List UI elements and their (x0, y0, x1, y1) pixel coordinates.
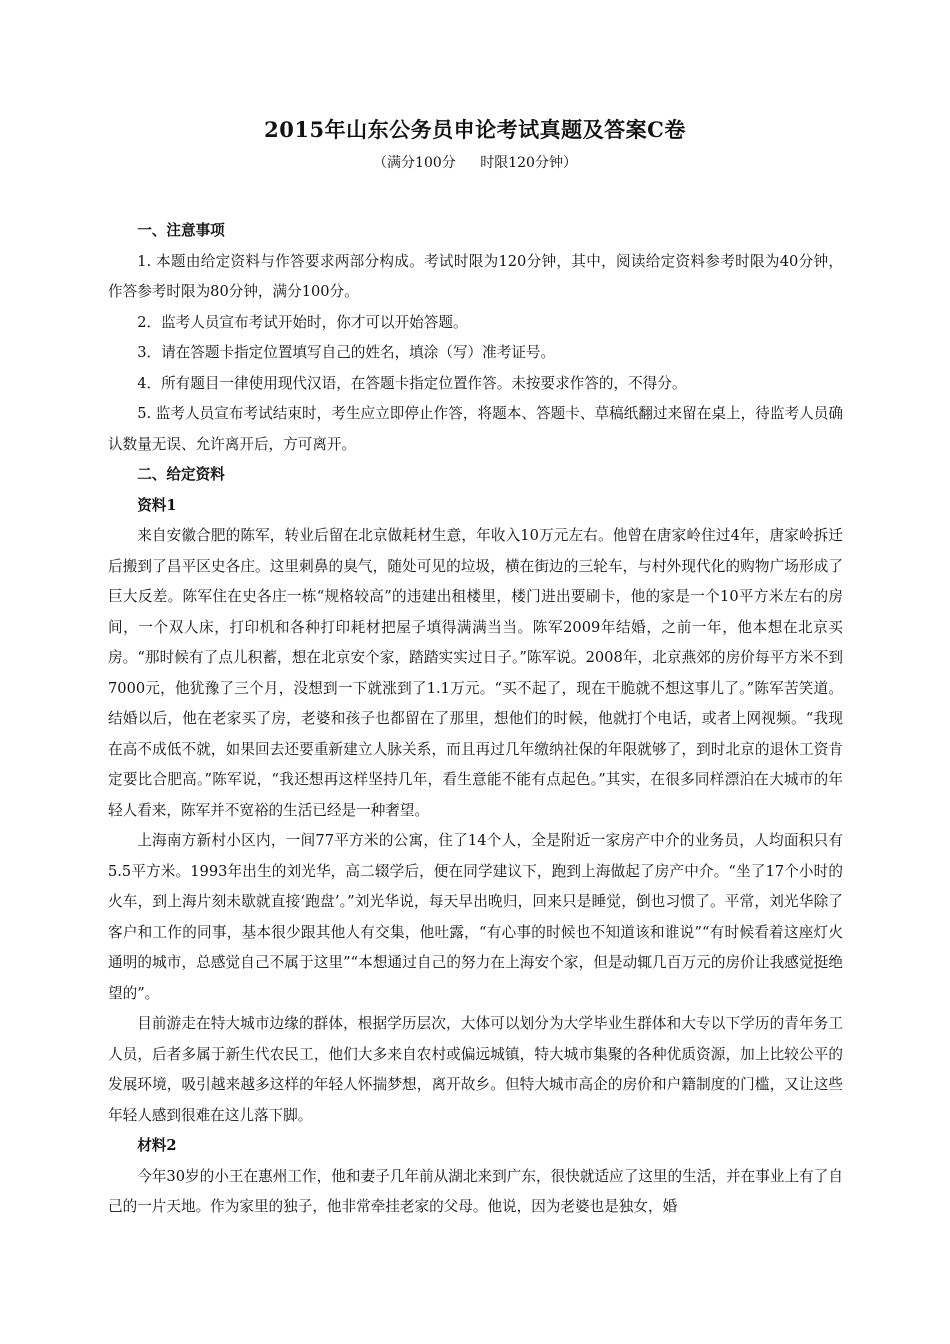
section-heading-notes: 一、注意事项 (137, 222, 225, 239)
note-item: 2．监考人员宣布考试开始时，你才可以开始答题。 (137, 313, 468, 331)
note-item: 4．所有题目一律使用现代汉语，在答题卡指定位置作答。未按要求作答的，不得分。 (137, 374, 687, 392)
material-heading: 资料1 (137, 496, 177, 514)
material-paragraph: 今年30岁的小王在惠州工作，他和妻子几年前从湖北来到广东，很快就适应了这里的生活，并在事业上有了自己的一片天地。作为家里的独子，他非常牵挂老家的父母。他说，因为老婆也是独女，婚 (108, 1167, 843, 1215)
note-item: 5. 监考人员宣布考试结束时，考生应立即停止作答，将题本、答题卡、草稿纸翻过来留在桌上，待监考人员确认数量无误、允许离开后，方可离开。 (108, 405, 843, 453)
section-heading-materials: 二、给定资料 (137, 466, 225, 483)
material-paragraph: 来自安徽合肥的陈军，转业后留在北京做耗材生意，年收入10万元左右。他曾在唐家岭住过4年，唐家岭拆迁后搬到了昌平区史各庄。这里刺鼻的臭气，随处可见的垃圾，横在街边的三轮车，与村外现代化的购物广场形成了巨大反差。陈军住在史各庄一栋“规格较高”的违建出租楼里，楼门进出要刷卡，他的家是一个10平方米左右的房间，一个双人床，打印机和各种打印耗材把屋子填得满满当当。陈军2009年结婚，之前一年，他本想在北京买房。“那时候有了点儿积蓄，想在北京安个家，踏踏实实过日子。”陈军说。2008年，北京燕郊的房价每平方米不到7000元，他犹豫了三个月，没想到一下就涨到了1.1万元。“买不起了，现在干脆就不想这事儿了。”陈军苦笑道。结婚以后，他在老家买了房，老婆和孩子也都留在了那里，想他们的时候，他就打个电话，或者上网视频。“我现在高不成低不就，如果回去还要重新建立人脉关系，而且再过几年缴纳社保的年限就够了，到时北京的退休工资肯定要比合肥高。”陈军说，“我还想再这样坚持几年，看生意能不能有点起色。”其实，在很多同样漂泊在大城市的年轻人看来，陈军并不宽裕的生活已经是一种奢望。 (108, 527, 843, 819)
document-body (108, 216, 843, 1223)
material-paragraph: 目前游走在特大城市边缘的群体，根据学历层次，大体可以划分为大学毕业生群体和大专以下学历的青年务工人员，后者多属于新生代农民工，他们大多来自农村或偏远城镇，特大城市集聚的各种优质资源，加上比较公平的发展环境，吸引越来越多这样的年轻人怀揣梦想，离开故乡。但特大城市高企的房价和户籍制度的门槛，又让这些年轻人感到很难在这儿落下脚。 (108, 1015, 843, 1124)
subtitle-time: 时限120分钟） (480, 155, 577, 171)
material-heading: 材料2 (137, 1137, 177, 1154)
page-subtitle (0, 153, 950, 173)
page-title: 2015年山东公务员申论考试真题及答案C卷 (264, 117, 686, 142)
note-item: 1. 本题由给定资料与作答要求两部分构成。考试时限为120分钟，其中，阅读给定资料参考时限为40分钟，作答参考时限为80分钟，满分100分。 (108, 252, 843, 300)
subtitle-score: （满分100分 (373, 155, 456, 171)
material-paragraph: 上海南方新村小区内，一间77平方米的公寓，住了14个人，全是附近一家房产中介的业务员，人均面积只有5.5平方米。1993年出生的刘光华，高二辍学后，便在同学建议下，跑到上海做起了房产中介。“坐了17个小时的火车，到上海片刻未歇就直接‘跑盘’。”刘光华说，每天早出晚归，回来只是睡觉，倒也习惯了。平常，刘光华除了客户和工作的同事，基本很少跟其他人有交集，他吐露，“有心事的时候也不知道该和谁说”“有时候看着这座灯火通明的城市，总感觉自己不属于这里”“本想通过自己的努力在上海安个家，但是动辄几百万元的房价让我感觉挺绝望的”。 (108, 832, 843, 1002)
note-item: 3．请在答题卡指定位置填写自己的姓名，填涂（写）准考证号。 (137, 344, 556, 361)
